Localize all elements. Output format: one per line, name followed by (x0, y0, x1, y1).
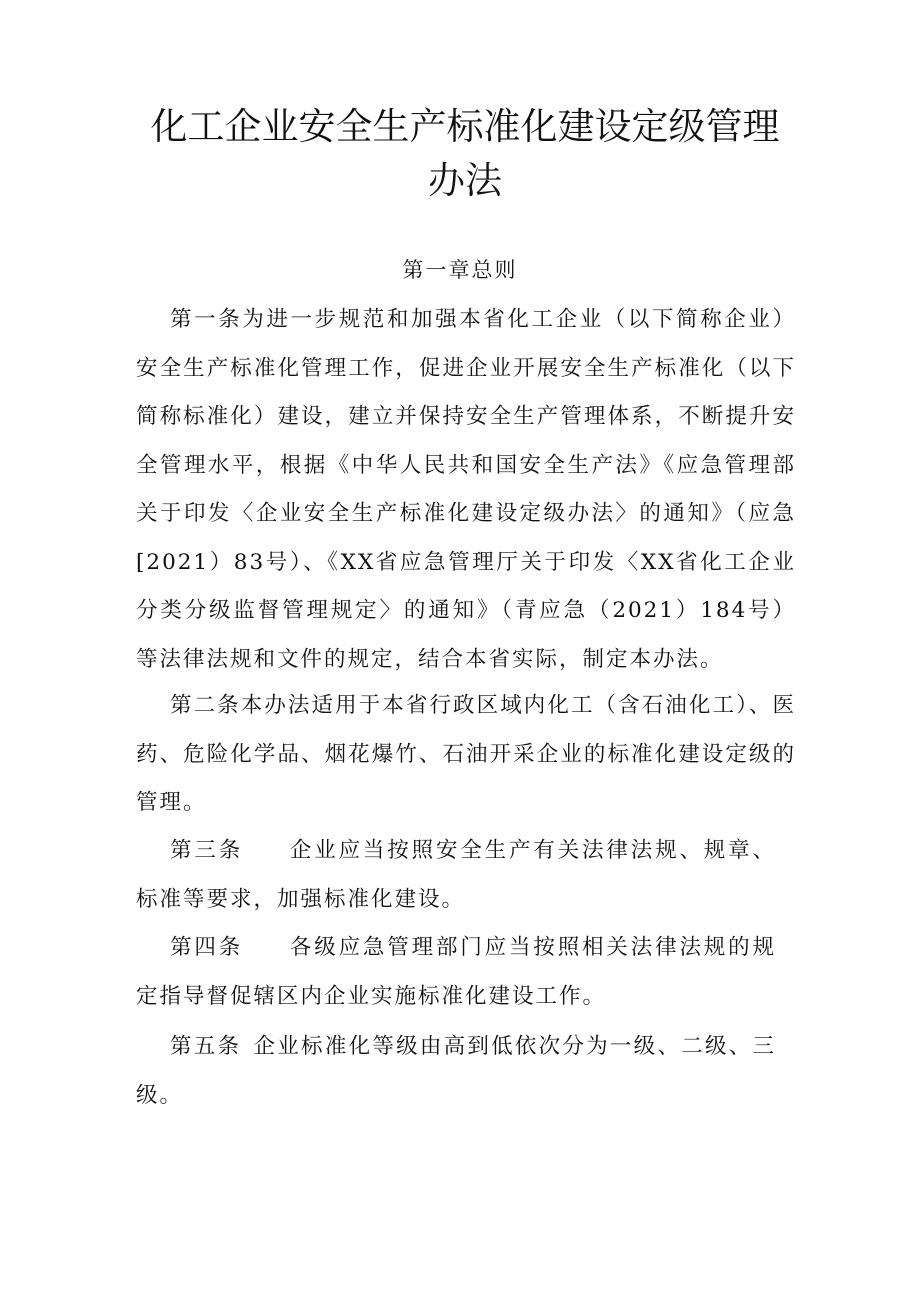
article-1: 第一条为进一步规范和加强本省化工企业（以下简称企业）安全生产标准化管理工作，促进企业开展安全生产标准化（以下简称标准化）建设，建立并保持安全生产管理体系，不断提升安全管理水平，根据《中华人民共和国安全生产法》《应急管理部关于印发〈企业安全生产标准化建设定级办法〉的通知》（应急[2021）83号）、《XX省应急管理厅关于印发〈XX省化工企业分类分级监督管理规定〉的通知》（青应急（2021）184号）等法律法规和文件的规定，结合本省实际，制定本办法。 (136, 307, 796, 672)
article-2: 第二条本办法适用于本省行政区域内化工（含石油化工）、医药、危险化学品、烟花爆竹、石油开采企业的标准化建设定级的管理。 (136, 693, 796, 815)
article-4-label: 第四条 (170, 935, 244, 960)
article-5-label: 第五条 (170, 1034, 242, 1059)
document-title: 化工企业安全生产标准化建设定级管理办法 (150, 105, 780, 202)
article-3-label: 第三条 (170, 838, 244, 863)
article-4-text: 各级应急管理部门应当按照相关法律法规的规定指导督促辖区内企业实施标准化建设工作。 (136, 935, 776, 1009)
chapter-heading: 第一章总则 (402, 258, 518, 282)
article-5-text: 企业标准化等级由高到低依次分为一级、二级、三级。 (136, 1034, 776, 1108)
article-5 (136, 1023, 776, 1120)
article-3-text: 企业应当按照安全生产有关法律法规、规章、标准等要求，加强标准化建设。 (136, 838, 776, 912)
article-4 (136, 924, 776, 1021)
article-3 (136, 827, 776, 924)
